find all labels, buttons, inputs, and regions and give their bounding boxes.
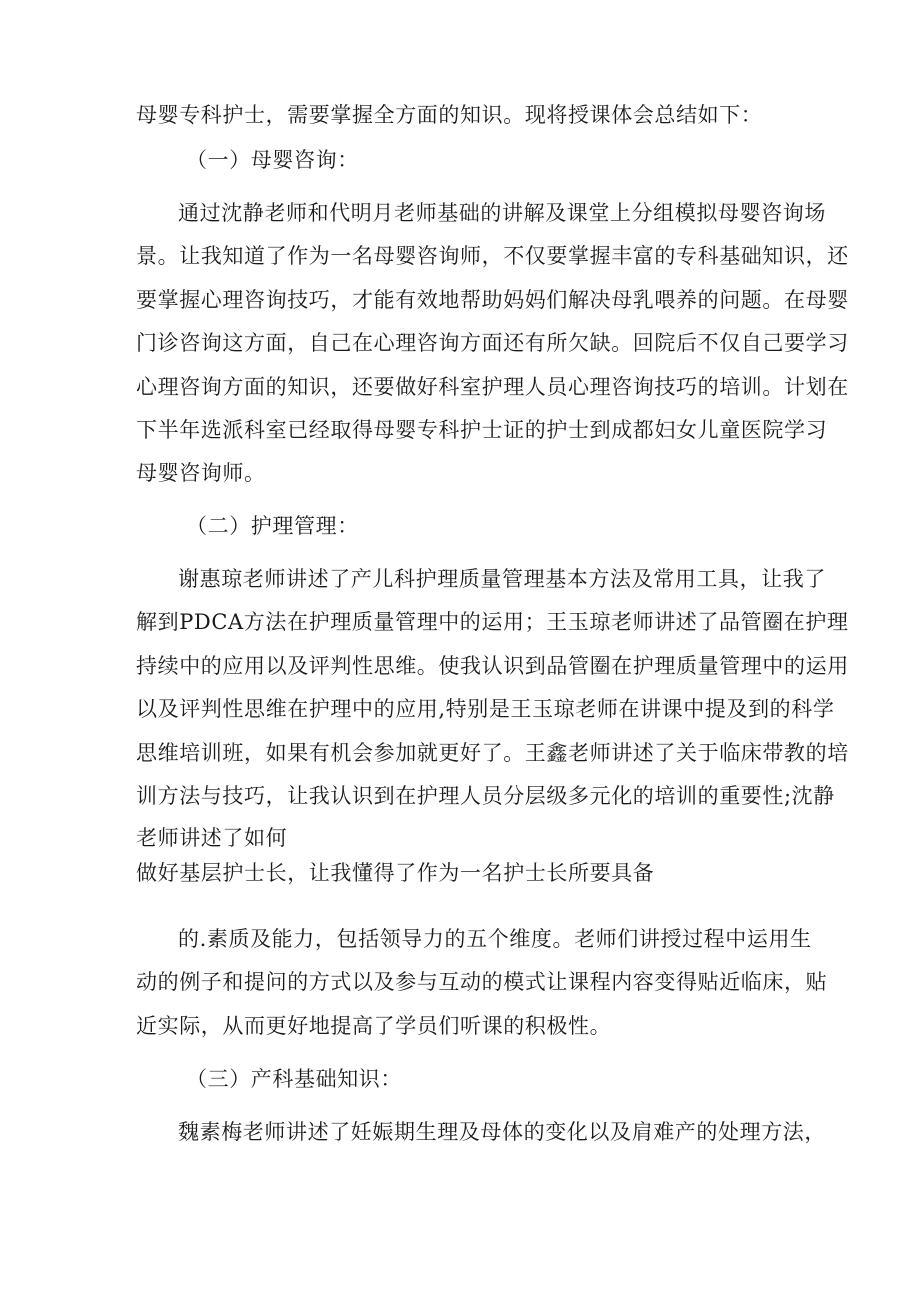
paragraph-line: 解到PDCA方法在护理质量管理中的运用；王玉琼老师讲述了品管圈在护理 — [136, 610, 849, 634]
paragraph-line: 通过沈静老师和代明月老师基础的讲解及课堂上分组模拟母婴咨询场 — [178, 201, 826, 225]
paragraph-line: 心理咨询方面的知识，还要做好科室护理人员心理咨询技巧的培训。计划在 — [136, 375, 849, 399]
paragraph-line: 母婴咨询师。 — [136, 461, 266, 485]
paragraph-line: 训方法与技巧，让我认识到在护理人员分层级多元化的培训的重要性;沈静 — [136, 784, 835, 808]
paragraph-line: 的.素质及能力，包括领导力的五个维度。老师们讲授过程中运用生 — [178, 927, 812, 951]
paragraph-line: 老师讲述了如何 — [136, 826, 288, 850]
paragraph-line: 持续中的应用以及评判性思维。使我认识到品管圈在护理质量管理中的运用 — [136, 654, 849, 678]
paragraph-line: 谢惠琼老师讲述了产儿科护理质量管理基本方法及常用工具，让我了 — [178, 567, 826, 591]
paragraph-line: 要掌握心理咨询技巧，才能有效地帮助妈妈们解决母乳喂养的问题。在母婴 — [136, 288, 849, 312]
section-heading: （二）护理管理： — [186, 514, 359, 538]
section-heading: （一）母婴咨询： — [186, 148, 359, 172]
paragraph-line: 以及评判性思维在护理中的应用,特别是王玉琼老师在讲课中提及到的科学 — [136, 697, 835, 721]
paragraph-line: 母婴专科护士，需要掌握全方面的知识。现将授课体会总结如下： — [136, 103, 763, 127]
paragraph-line: 下半年选派科室已经取得母婴专科护士证的护士到成都妇女儿童医院学习 — [136, 418, 828, 442]
paragraph-line: 近实际，从而更好地提高了学员们听课的积极性。 — [136, 1014, 612, 1038]
paragraph-line: 魏素梅老师讲述了妊娠期生理及母体的变化以及肩难产的处理方法， — [178, 1120, 826, 1144]
paragraph-line: 门诊咨询这方面，自己在心理咨询方面还有所欠缺。回院后不仅自己要学习 — [136, 331, 849, 355]
paragraph-line: 做好基层护士长，让我懂得了作为一名护士长所要具备 — [136, 861, 655, 885]
paragraph-line: 思维培训班，如果有机会参加就更好了。王鑫老师讲述了关于临床带教的培 — [136, 741, 849, 765]
section-heading: （三）产科基础知识： — [186, 1067, 402, 1091]
paragraph-line: 景。让我知道了作为一名母婴咨询师，不仅要掌握丰富的专科基础知识，还 — [136, 244, 849, 268]
paragraph-line: 动的例子和提问的方式以及参与互动的模式让课程内容变得贴近临床，贴 — [136, 970, 828, 994]
